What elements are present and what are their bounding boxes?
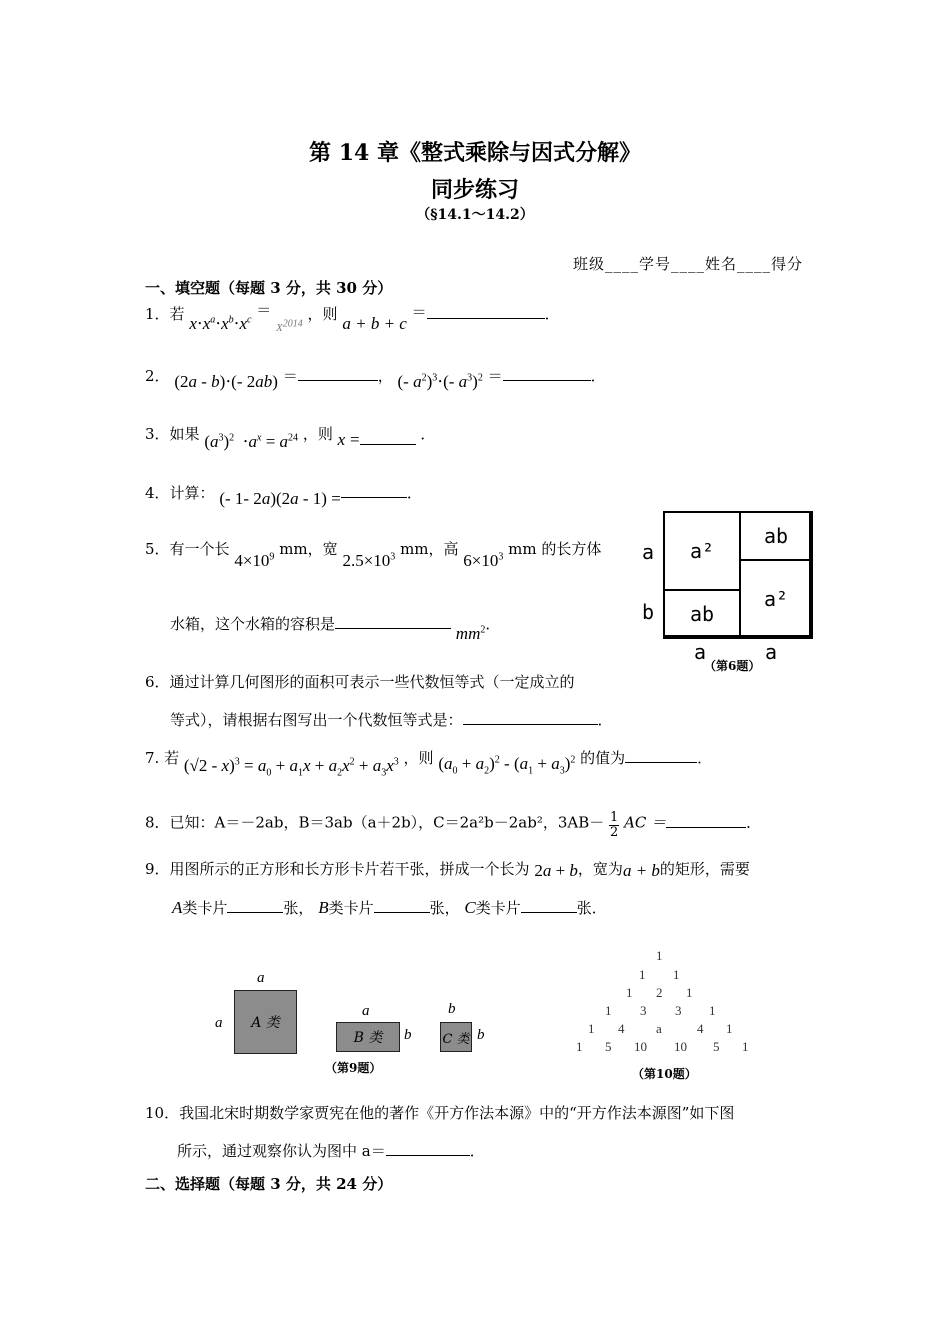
page-title: 第 14 章《整式乘除与因式分解》 [309, 140, 641, 166]
fig10-caption: （第10题） [632, 1067, 697, 1081]
pascal-cell: 1 [742, 1039, 749, 1054]
question-7: 7. 若 $(√2 - x)^3 = a_0 + a_1x + a_2x^2 + a_3x^3$ ，则 $(a_0 + a_2)^2 - (a_1 + a_3)^2$ 的值为 ． [145, 746, 712, 769]
pascal-cell: 4 [618, 1021, 625, 1036]
q2-blank-1 [298, 364, 378, 381]
q1-prefix: 1．若 [145, 305, 185, 323]
question-2: 2． (2a - b)⋅(- 2ab) ＝ ， (- $a^2)^3\cdot(-$ $a^3)^2$ ＝ ． [145, 364, 606, 387]
q9-blank-b [374, 896, 430, 913]
pascal-cell: 5 [605, 1039, 612, 1054]
question-6: 6．通过计算几何图形的面积可表示一些代数恒等式（一定成立的 [145, 673, 575, 691]
question-8: 8．已知：A＝－2ab，B＝3ab（a＋2b），C＝2a²b－2ab²，3AB－ $\frac{1}{2}$ AC ＝ ． [145, 810, 762, 840]
pascal-cell: 1 [576, 1039, 583, 1054]
question-10: 10．我国北宋时期数学家贾宪在他的著作《开方作法本源》中的“开方作法本源图”如下图 [145, 1104, 735, 1122]
question-6-line2: 等式），请根据右图写出一个代数恒等式是： ． [170, 708, 613, 731]
fig9-card-c-right: b [477, 1027, 485, 1043]
pascal-cell: 1 [626, 985, 633, 1000]
q5-blank [335, 612, 451, 629]
section-multiple-choice: 二、选择题（每题 3 分，共 24 分） [145, 1175, 393, 1193]
q1-blank [427, 302, 545, 319]
question-5-line2: 水箱，这个水箱的容积是 $mm^2$． [170, 612, 500, 635]
fig9-card-a: A 类 [234, 990, 297, 1054]
fig9-card-a-top: a [257, 970, 265, 986]
q8-blank [666, 811, 746, 828]
cell-ab-1: ab [739, 511, 813, 561]
question-1: 1．若 $x\cdot x^a\cdot x^b\cdot x^c = _{X^{2014}}$ ，则 a + b + c ＝ ． [145, 301, 560, 334]
q2-blank-2 [503, 364, 591, 381]
q6-blank [463, 708, 598, 725]
question-4: 4．计算： (- 1- 2a)(2a - 1) = ． [145, 481, 422, 504]
fig6-caption: （第6题） [704, 659, 761, 673]
figure-6-square [663, 511, 811, 637]
q4-blank [341, 481, 407, 498]
question-10-line2: 所示，通过观察你认为图中 a＝ ． [177, 1139, 485, 1162]
fig9-card-a-left: a [215, 1015, 223, 1031]
q9-blank-c [521, 896, 577, 913]
cell-a-squared-1: a² [663, 511, 741, 591]
fig9-card-b-right: b [404, 1027, 412, 1043]
section-fill-in: 一、填空题（每题 3 分，共 30 分） [145, 279, 393, 297]
q1-mid: ，则 [307, 305, 338, 323]
fig9-card-c: C 类 [440, 1022, 472, 1052]
question-9-line2: A类卡片 张， B类卡片 张， C类卡片 张． [172, 898, 607, 917]
pascal-cell: 1 [709, 1003, 716, 1018]
pascal-cell: 1 [588, 1021, 595, 1036]
fig6-bottom-a1: a [694, 640, 707, 664]
pascal-cell: 1 [656, 948, 663, 963]
student-info: 班级____学号____姓名____得分 [573, 255, 804, 273]
pascal-cell: 10 [674, 1039, 687, 1054]
pascal-cell: 1 [673, 967, 680, 982]
fig9-caption: （第9题） [325, 1061, 382, 1075]
pascal-cell: 5 [713, 1039, 720, 1054]
pascal-cell: 1 [605, 1003, 612, 1018]
pascal-cell: 1 [686, 985, 693, 1000]
fig9-card-b-top: a [362, 1003, 370, 1019]
pascal-cell-a: a [656, 1021, 662, 1036]
pascal-cell: 3 [640, 1003, 647, 1018]
section-range: （§14.1～14.2） [416, 207, 534, 223]
fig6-bottom-a2: a [765, 640, 778, 664]
pascal-cell: 1 [639, 967, 646, 982]
fig6-left-b: b [642, 600, 655, 624]
pascal-cell: 4 [697, 1021, 704, 1036]
question-9: 9．用图所示的正方形和长方形卡片若干张，拼成一个长为 2a + b，宽为a + b的矩形，需要 [145, 860, 750, 880]
question-5: 5．有一个长 $4\times 10^9$ mm，宽 $2.5\times 10^3$ mm，高 $6\times 10^3$ mm 的长方体 [145, 540, 602, 570]
cell-ab-2: ab [663, 589, 741, 639]
fig9-card-b: B 类 [336, 1022, 400, 1052]
pascal-cell: 1 [726, 1021, 733, 1036]
fig9-card-c-top: b [448, 1001, 456, 1017]
q10-blank [386, 1139, 470, 1156]
fig6-left-a: a [642, 540, 655, 564]
q3-blank [360, 428, 416, 445]
question-3: 3．如果 $(a^3)^2 \cdot a^x = a^{24}$ ，则 x = ． [145, 425, 436, 451]
cell-a-squared-2: a² [739, 559, 813, 639]
q9-blank-a [227, 896, 283, 913]
q7-blank [625, 746, 697, 763]
page-subtitle: 同步练习 [430, 177, 519, 203]
pascal-cell: 10 [634, 1039, 647, 1054]
pascal-cell: 3 [675, 1003, 682, 1018]
pascal-cell: 2 [656, 985, 663, 1000]
